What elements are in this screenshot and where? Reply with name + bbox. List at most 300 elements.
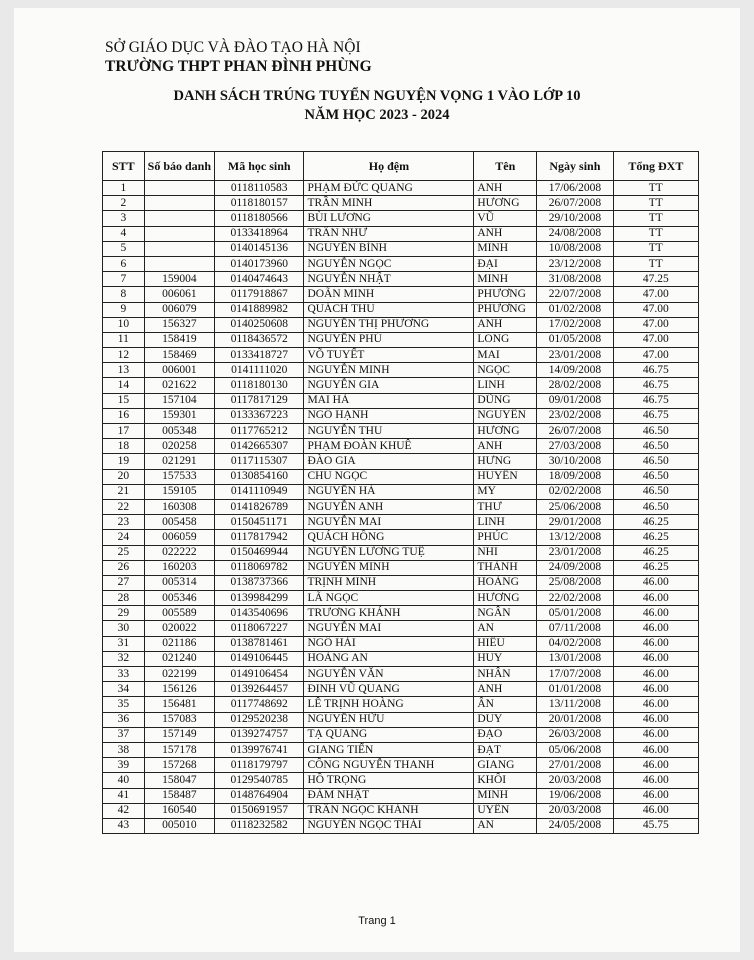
first-name-cell: HUYỀN: [474, 469, 537, 484]
first-name-cell: ANH: [474, 439, 537, 454]
stt-cell: 29: [103, 606, 145, 621]
table-row: [103, 712, 699, 727]
candidate-number-cell: 020258: [144, 439, 214, 454]
surname-cell: BÙI LƯƠNG: [304, 211, 474, 226]
header-surname: Họ đệm: [304, 152, 474, 181]
student-code-cell: 0118180130: [215, 378, 304, 393]
birth-date-cell: 29/01/2008: [537, 515, 613, 530]
total-score-cell: 46.00: [613, 788, 698, 803]
total-score-cell: 46.00: [613, 773, 698, 788]
first-name-cell: UYÊN: [474, 803, 537, 818]
table-row: [103, 591, 699, 606]
stt-cell: 11: [103, 332, 145, 347]
candidate-number-cell: 157178: [144, 742, 214, 757]
table-row: [103, 393, 699, 408]
header-first-name: Tên: [474, 152, 537, 181]
birth-date-cell: 27/03/2008: [537, 439, 613, 454]
candidate-number-cell: 156481: [144, 697, 214, 712]
candidate-number-cell: [144, 181, 214, 196]
candidate-number-cell: 160308: [144, 499, 214, 514]
table-row: [103, 803, 699, 818]
student-code-cell: 0140474643: [215, 272, 304, 287]
stt-cell: 40: [103, 773, 145, 788]
surname-cell: NGUYỄN MAI: [304, 515, 474, 530]
table-row: [103, 818, 699, 833]
student-code-cell: 0141826789: [215, 499, 304, 514]
total-score-cell: 46.00: [613, 591, 698, 606]
first-name-cell: AN: [474, 621, 537, 636]
stt-cell: 33: [103, 667, 145, 682]
first-name-cell: LINH: [474, 515, 537, 530]
candidate-number-cell: 006001: [144, 363, 214, 378]
first-name-cell: HƯƠNG: [474, 591, 537, 606]
admission-table: [102, 151, 699, 834]
total-score-cell: 46.00: [613, 606, 698, 621]
birth-date-cell: 23/12/2008: [537, 256, 613, 271]
table-row: [103, 272, 699, 287]
table-row: [103, 241, 699, 256]
surname-cell: HỒ TRỌNG: [304, 773, 474, 788]
total-score-cell: 46.50: [613, 484, 698, 499]
birth-date-cell: 01/02/2008: [537, 302, 613, 317]
total-score-cell: 46.00: [613, 575, 698, 590]
stt-cell: 31: [103, 636, 145, 651]
first-name-cell: ÂN: [474, 697, 537, 712]
total-score-cell: 47.00: [613, 317, 698, 332]
department-name: SỞ GIÁO DỤC VÀ ĐÀO TẠO HÀ NỘI: [105, 39, 361, 56]
table-row: [103, 742, 699, 757]
first-name-cell: MINH: [474, 241, 537, 256]
student-code-cell: 0149106445: [215, 651, 304, 666]
total-score-cell: TT: [613, 196, 698, 211]
surname-cell: NGÔ HẠNH: [304, 408, 474, 423]
birth-date-cell: 23/01/2008: [537, 348, 613, 363]
first-name-cell: NGÂN: [474, 606, 537, 621]
table-row: [103, 302, 699, 317]
candidate-number-cell: 160203: [144, 560, 214, 575]
stt-cell: 32: [103, 651, 145, 666]
birth-date-cell: 13/12/2008: [537, 530, 613, 545]
table-row: [103, 378, 699, 393]
candidate-number-cell: 157533: [144, 469, 214, 484]
birth-date-cell: 13/11/2008: [537, 697, 613, 712]
table-row: [103, 454, 699, 469]
surname-cell: NGUYỄN LƯƠNG TUỆ: [304, 545, 474, 560]
birth-date-cell: 29/10/2008: [537, 211, 613, 226]
birth-date-cell: 17/07/2008: [537, 667, 613, 682]
total-score-cell: 46.00: [613, 682, 698, 697]
first-name-cell: ANH: [474, 226, 537, 241]
candidate-number-cell: 159105: [144, 484, 214, 499]
student-code-cell: 0133418727: [215, 348, 304, 363]
birth-date-cell: 24/09/2008: [537, 560, 613, 575]
stt-cell: 41: [103, 788, 145, 803]
birth-date-cell: 09/01/2008: [537, 393, 613, 408]
stt-cell: 22: [103, 499, 145, 514]
stt-cell: 28: [103, 591, 145, 606]
student-code-cell: 0117765212: [215, 424, 304, 439]
candidate-number-cell: 156327: [144, 317, 214, 332]
birth-date-cell: 13/01/2008: [537, 651, 613, 666]
candidate-number-cell: 157083: [144, 712, 214, 727]
surname-cell: NGUYỄN NGỌC THÁI: [304, 818, 474, 833]
candidate-number-cell: 006059: [144, 530, 214, 545]
birth-date-cell: 05/01/2008: [537, 606, 613, 621]
first-name-cell: AN: [474, 818, 537, 833]
table-row: [103, 424, 699, 439]
stt-cell: 27: [103, 575, 145, 590]
surname-cell: TRẦN NGỌC KHÁNH: [304, 803, 474, 818]
total-score-cell: 46.50: [613, 499, 698, 514]
birth-date-cell: 01/05/2008: [537, 332, 613, 347]
surname-cell: NGUYỄN HÀ: [304, 484, 474, 499]
header-stt: STT: [103, 152, 145, 181]
stt-cell: 5: [103, 241, 145, 256]
total-score-cell: 46.50: [613, 469, 698, 484]
surname-cell: TRƯƠNG KHÁNH: [304, 606, 474, 621]
surname-cell: NGUYỄN THỊ PHƯƠNG: [304, 317, 474, 332]
candidate-number-cell: 160540: [144, 803, 214, 818]
stt-cell: 14: [103, 378, 145, 393]
surname-cell: NGUYỄN NGỌC: [304, 256, 474, 271]
table-row: [103, 636, 699, 651]
total-score-cell: 46.00: [613, 712, 698, 727]
header-total-score: Tổng ĐXT: [613, 152, 698, 181]
stt-cell: 4: [103, 226, 145, 241]
total-score-cell: 46.50: [613, 454, 698, 469]
first-name-cell: DUY: [474, 712, 537, 727]
table-row: [103, 788, 699, 803]
student-code-cell: 0129520238: [215, 712, 304, 727]
candidate-number-cell: 157149: [144, 727, 214, 742]
stt-cell: 19: [103, 454, 145, 469]
first-name-cell: NGỌC: [474, 363, 537, 378]
total-score-cell: 46.75: [613, 408, 698, 423]
student-code-cell: 0130854160: [215, 469, 304, 484]
table-row: [103, 226, 699, 241]
surname-cell: TRẦN NHƯ: [304, 226, 474, 241]
candidate-number-cell: 005010: [144, 818, 214, 833]
table-row: [103, 667, 699, 682]
first-name-cell: VŨ: [474, 211, 537, 226]
total-score-cell: 46.00: [613, 742, 698, 757]
first-name-cell: ĐẠI: [474, 256, 537, 271]
student-code-cell: 0143540696: [215, 606, 304, 621]
birth-date-cell: 27/01/2008: [537, 758, 613, 773]
stt-cell: 36: [103, 712, 145, 727]
total-score-cell: 45.75: [613, 818, 698, 833]
student-code-cell: 0139264457: [215, 682, 304, 697]
surname-cell: TRỊNH MINH: [304, 575, 474, 590]
first-name-cell: HOÀNG: [474, 575, 537, 590]
surname-cell: TRẦN MINH: [304, 196, 474, 211]
total-score-cell: 46.00: [613, 697, 698, 712]
stt-cell: 20: [103, 469, 145, 484]
student-code-cell: 0117115307: [215, 454, 304, 469]
first-name-cell: DŨNG: [474, 393, 537, 408]
total-score-cell: 47.00: [613, 302, 698, 317]
student-code-cell: 0117918867: [215, 287, 304, 302]
birth-date-cell: 17/02/2008: [537, 317, 613, 332]
birth-date-cell: 31/08/2008: [537, 272, 613, 287]
student-code-cell: 0133367223: [215, 408, 304, 423]
first-name-cell: HƯƠNG: [474, 196, 537, 211]
table-row: [103, 499, 699, 514]
surname-cell: NGUYỄN MAI: [304, 621, 474, 636]
table-row: [103, 682, 699, 697]
surname-cell: NGÔ HẢI: [304, 636, 474, 651]
surname-cell: LÊ TRỊNH HOÀNG: [304, 697, 474, 712]
first-name-cell: HƯƠNG: [474, 424, 537, 439]
stt-cell: 9: [103, 302, 145, 317]
student-code-cell: 0139274757: [215, 727, 304, 742]
first-name-cell: NHÂN: [474, 667, 537, 682]
birth-date-cell: 05/06/2008: [537, 742, 613, 757]
table-row: [103, 773, 699, 788]
stt-cell: 15: [103, 393, 145, 408]
stt-cell: 6: [103, 256, 145, 271]
total-score-cell: 47.00: [613, 348, 698, 363]
table-row: [103, 530, 699, 545]
table-row: [103, 545, 699, 560]
table-row: [103, 439, 699, 454]
birth-date-cell: 22/07/2008: [537, 287, 613, 302]
candidate-number-cell: 022222: [144, 545, 214, 560]
total-score-cell: 47.00: [613, 287, 698, 302]
header-candidate-number: Số báo danh: [144, 152, 214, 181]
student-code-cell: 0141110949: [215, 484, 304, 499]
table-row: [103, 287, 699, 302]
student-code-cell: 0141889982: [215, 302, 304, 317]
candidate-number-cell: 157104: [144, 393, 214, 408]
stt-cell: 34: [103, 682, 145, 697]
page-number: Trang 1: [358, 915, 396, 927]
birth-date-cell: 20/03/2008: [537, 803, 613, 818]
birth-date-cell: 20/03/2008: [537, 773, 613, 788]
total-score-cell: TT: [613, 241, 698, 256]
surname-cell: NGUYỄN NHẬT: [304, 272, 474, 287]
student-code-cell: 0149106454: [215, 667, 304, 682]
candidate-number-cell: 158419: [144, 332, 214, 347]
student-code-cell: 0140173960: [215, 256, 304, 271]
first-name-cell: PHÚC: [474, 530, 537, 545]
birth-date-cell: 20/01/2008: [537, 712, 613, 727]
birth-date-cell: 22/02/2008: [537, 591, 613, 606]
student-code-cell: 0118436572: [215, 332, 304, 347]
birth-date-cell: 30/10/2008: [537, 454, 613, 469]
stt-cell: 16: [103, 408, 145, 423]
total-score-cell: TT: [613, 226, 698, 241]
birth-date-cell: 25/08/2008: [537, 575, 613, 590]
first-name-cell: ĐẠT: [474, 742, 537, 757]
surname-cell: TẠ QUANG: [304, 727, 474, 742]
student-code-cell: 0140145136: [215, 241, 304, 256]
student-code-cell: 0117817942: [215, 530, 304, 545]
student-code-cell: 0150691957: [215, 803, 304, 818]
candidate-number-cell: 022199: [144, 667, 214, 682]
document-title: DANH SÁCH TRÚNG TUYỂN NGUYỆN VỌNG 1 VÀO LỚP 10: [173, 88, 581, 104]
first-name-cell: MAI: [474, 348, 537, 363]
table-row: [103, 181, 699, 196]
birth-date-cell: 24/08/2008: [537, 226, 613, 241]
candidate-number-cell: 005458: [144, 515, 214, 530]
birth-date-cell: 26/07/2008: [537, 196, 613, 211]
surname-cell: ĐÀM NHẬT: [304, 788, 474, 803]
stt-cell: 7: [103, 272, 145, 287]
surname-cell: NGUYỄN HỮU: [304, 712, 474, 727]
first-name-cell: THÀNH: [474, 560, 537, 575]
surname-cell: ĐINH VŨ QUANG: [304, 682, 474, 697]
candidate-number-cell: 005348: [144, 424, 214, 439]
total-score-cell: 46.00: [613, 758, 698, 773]
student-code-cell: 0148764904: [215, 788, 304, 803]
stt-cell: 21: [103, 484, 145, 499]
table-row: [103, 211, 699, 226]
total-score-cell: 46.50: [613, 424, 698, 439]
student-code-cell: 0118180566: [215, 211, 304, 226]
student-code-cell: 0129540785: [215, 773, 304, 788]
stt-cell: 8: [103, 287, 145, 302]
total-score-cell: 46.00: [613, 803, 698, 818]
surname-cell: ĐÀO GIA: [304, 454, 474, 469]
birth-date-cell: 14/09/2008: [537, 363, 613, 378]
first-name-cell: HUY: [474, 651, 537, 666]
total-score-cell: 46.00: [613, 727, 698, 742]
surname-cell: VÕ TUYẾT: [304, 348, 474, 363]
first-name-cell: MINH: [474, 272, 537, 287]
stt-cell: 42: [103, 803, 145, 818]
student-code-cell: 0139984299: [215, 591, 304, 606]
table-row: [103, 348, 699, 363]
stt-cell: 2: [103, 196, 145, 211]
surname-cell: PHẠM ĐỨC QUANG: [304, 181, 474, 196]
first-name-cell: PHƯƠNG: [474, 302, 537, 317]
birth-date-cell: 25/06/2008: [537, 499, 613, 514]
stt-cell: 35: [103, 697, 145, 712]
surname-cell: NGUYỄN GIA: [304, 378, 474, 393]
first-name-cell: HƯNG: [474, 454, 537, 469]
birth-date-cell: 23/01/2008: [537, 545, 613, 560]
birth-date-cell: 28/02/2008: [537, 378, 613, 393]
student-code-cell: 0138781461: [215, 636, 304, 651]
student-code-cell: 0138737366: [215, 575, 304, 590]
stt-cell: 10: [103, 317, 145, 332]
surname-cell: NGUYỄN THU: [304, 424, 474, 439]
birth-date-cell: 07/11/2008: [537, 621, 613, 636]
student-code-cell: 0133418964: [215, 226, 304, 241]
student-code-cell: 0118232582: [215, 818, 304, 833]
total-score-cell: 46.00: [613, 651, 698, 666]
surname-cell: MAI HÀ: [304, 393, 474, 408]
first-name-cell: MY: [474, 484, 537, 499]
table-row: [103, 697, 699, 712]
birth-date-cell: 01/01/2008: [537, 682, 613, 697]
total-score-cell: 46.25: [613, 530, 698, 545]
stt-cell: 30: [103, 621, 145, 636]
header-student-code: Mã học sinh: [215, 152, 304, 181]
stt-cell: 24: [103, 530, 145, 545]
stt-cell: 25: [103, 545, 145, 560]
first-name-cell: NHI: [474, 545, 537, 560]
first-name-cell: PHƯƠNG: [474, 287, 537, 302]
school-name: TRƯỜNG THPT PHAN ĐÌNH PHÙNG: [105, 58, 372, 75]
table-row: [103, 575, 699, 590]
surname-cell: QUÁCH HỒNG: [304, 530, 474, 545]
surname-cell: DOÃN MINH: [304, 287, 474, 302]
student-code-cell: 0117748692: [215, 697, 304, 712]
first-name-cell: NGUYÊN: [474, 408, 537, 423]
table-row: [103, 758, 699, 773]
birth-date-cell: 26/07/2008: [537, 424, 613, 439]
total-score-cell: 46.75: [613, 378, 698, 393]
birth-date-cell: 17/06/2008: [537, 181, 613, 196]
stt-cell: 26: [103, 560, 145, 575]
surname-cell: NGUYỄN BÌNH: [304, 241, 474, 256]
student-code-cell: 0118110583: [215, 181, 304, 196]
total-score-cell: 46.25: [613, 545, 698, 560]
birth-date-cell: 02/02/2008: [537, 484, 613, 499]
table-row: [103, 408, 699, 423]
student-code-cell: 0117817129: [215, 393, 304, 408]
candidate-number-cell: 006061: [144, 287, 214, 302]
first-name-cell: LONG: [474, 332, 537, 347]
surname-cell: NGUYỄN MINH: [304, 560, 474, 575]
candidate-number-cell: 021622: [144, 378, 214, 393]
surname-cell: PHẠM ĐOÀN KHUÊ: [304, 439, 474, 454]
table-row: [103, 651, 699, 666]
table-row: [103, 484, 699, 499]
total-score-cell: 46.00: [613, 636, 698, 651]
first-name-cell: ANH: [474, 181, 537, 196]
student-code-cell: 0139976741: [215, 742, 304, 757]
student-code-cell: 0118180157: [215, 196, 304, 211]
surname-cell: HOÀNG AN: [304, 651, 474, 666]
first-name-cell: GIANG: [474, 758, 537, 773]
table-row: [103, 606, 699, 621]
document-page: [14, 8, 740, 952]
first-name-cell: HIẾU: [474, 636, 537, 651]
stt-cell: 43: [103, 818, 145, 833]
student-code-cell: 0118067227: [215, 621, 304, 636]
surname-cell: NGUYỄN MINH: [304, 363, 474, 378]
total-score-cell: 47.00: [613, 332, 698, 347]
birth-date-cell: 26/03/2008: [537, 727, 613, 742]
birth-date-cell: 10/08/2008: [537, 241, 613, 256]
table-row: [103, 621, 699, 636]
birth-date-cell: 19/06/2008: [537, 788, 613, 803]
candidate-number-cell: 156126: [144, 682, 214, 697]
total-score-cell: TT: [613, 256, 698, 271]
candidate-number-cell: 158469: [144, 348, 214, 363]
stt-cell: 12: [103, 348, 145, 363]
stt-cell: 18: [103, 439, 145, 454]
candidate-number-cell: 159004: [144, 272, 214, 287]
table-row: [103, 317, 699, 332]
table-row: [103, 363, 699, 378]
candidate-number-cell: [144, 211, 214, 226]
stt-cell: 37: [103, 727, 145, 742]
student-code-cell: 0140250608: [215, 317, 304, 332]
table-row: [103, 256, 699, 271]
total-score-cell: 47.25: [613, 272, 698, 287]
student-code-cell: 0118069782: [215, 560, 304, 575]
candidate-number-cell: 006079: [144, 302, 214, 317]
first-name-cell: ĐẠO: [474, 727, 537, 742]
candidate-number-cell: 021240: [144, 651, 214, 666]
total-score-cell: TT: [613, 181, 698, 196]
stt-cell: 13: [103, 363, 145, 378]
first-name-cell: LINH: [474, 378, 537, 393]
